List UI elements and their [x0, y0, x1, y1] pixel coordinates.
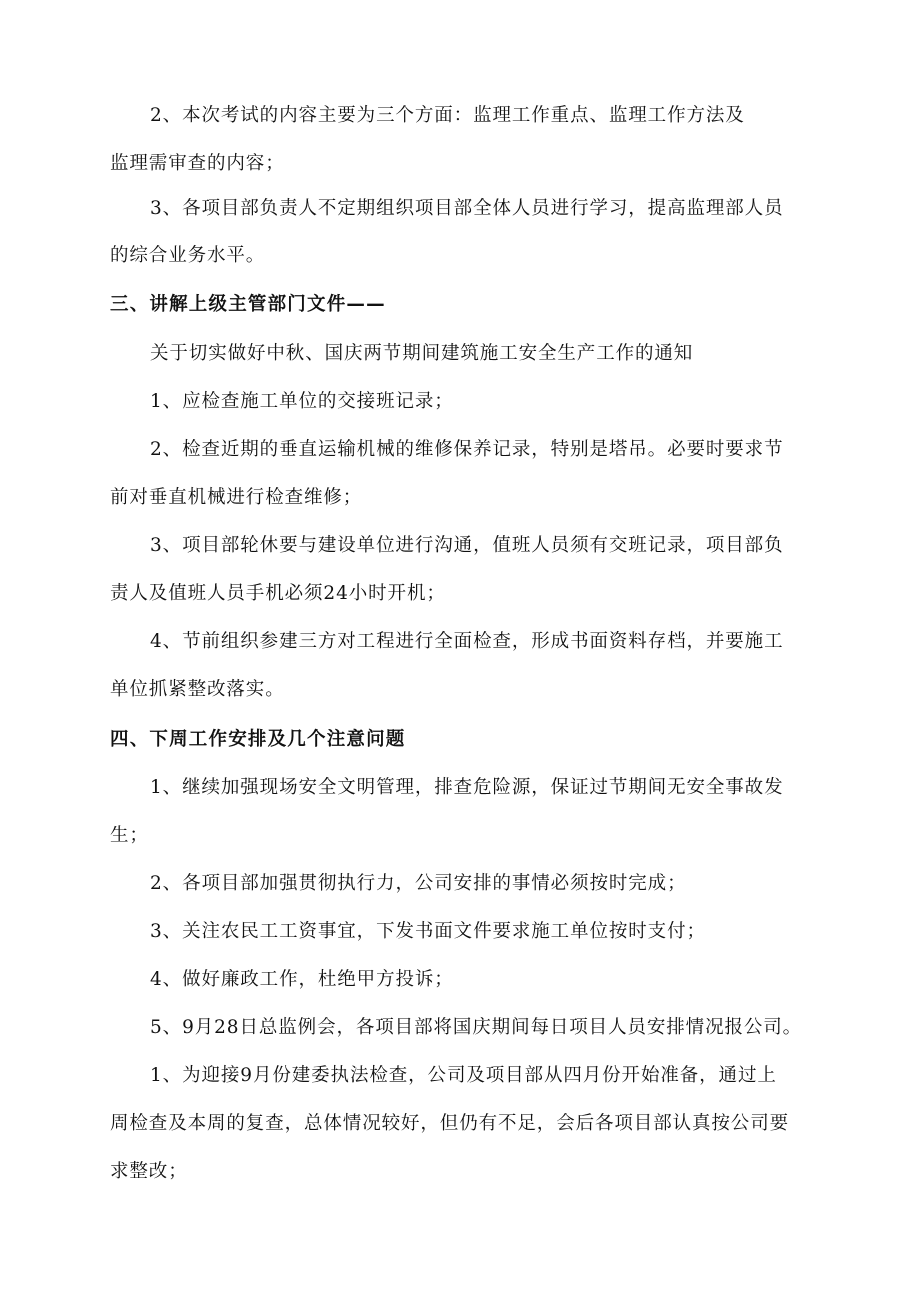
paragraph-line: 1、应检查施工单位的交接班记录； — [150, 391, 454, 412]
paragraph-line: 4、节前组织参建三方对工程进行全面检查，形成书面资料存档，并要施工 — [150, 631, 784, 652]
section-heading-3: 三、讲解上级主管部门文件—— — [110, 294, 386, 315]
paragraph-line: 周检查及本周的复查，总体情况较好，但仍有不足，会后各项目部认真按公司要 — [110, 1113, 790, 1134]
paragraph-line: 4、做好廉政工作，杜绝甲方投诉； — [150, 969, 454, 990]
notice-title: 关于切实做好中秋、国庆两节期间建筑施工安全生产工作的通知 — [150, 343, 694, 364]
paragraph-line: 责人及值班人员手机必须24小时开机； — [110, 583, 446, 604]
paragraph-line: 单位抓紧整改落实。 — [110, 679, 285, 700]
paragraph-line: 1、继续加强现场安全文明管理，排查危险源，保证过节期间无安全事故发 — [150, 777, 784, 798]
paragraph-line: 3、项目部轮休要与建设单位进行沟通，值班人员须有交班记录，项目部负 — [150, 535, 784, 556]
paragraph-line: 3、各项目部负责人不定期组织项目部全体人员进行学习，提高监理部人员 — [150, 198, 784, 219]
paragraph-line: 的综合业务水平。 — [110, 245, 266, 266]
paragraph-line: 2、本次考试的内容主要为三个方面：监理工作重点、监理工作方法及 — [150, 105, 745, 126]
paragraph-line: 2、检查近期的垂直运输机械的维修保养记录，特别是塔吊。必要时要求节 — [150, 439, 784, 460]
paragraph-line: 求整改； — [110, 1161, 188, 1182]
paragraph-line: 5、9月28日总监例会，各项目部将国庆期间每日项目人员安排情况报公司。 — [150, 1017, 803, 1038]
paragraph-line: 生； — [110, 825, 149, 846]
paragraph-line: 前对垂直机械进行检查维修； — [110, 487, 363, 508]
paragraph-line: 2、各项目部加强贯彻执行力，公司安排的事情必须按时完成； — [150, 873, 687, 894]
paragraph-line: 监理需审查的内容； — [110, 153, 285, 174]
paragraph-line: 1、为迎接9月份建委执法检查，公司及项目部从四月份开始准备，通过上 — [150, 1065, 777, 1086]
paragraph-line: 3、关注农民工工资事宜，下发书面文件要求施工单位按时支付； — [150, 921, 706, 942]
section-heading-4: 四、下周工作安排及几个注意问题 — [110, 729, 406, 750]
